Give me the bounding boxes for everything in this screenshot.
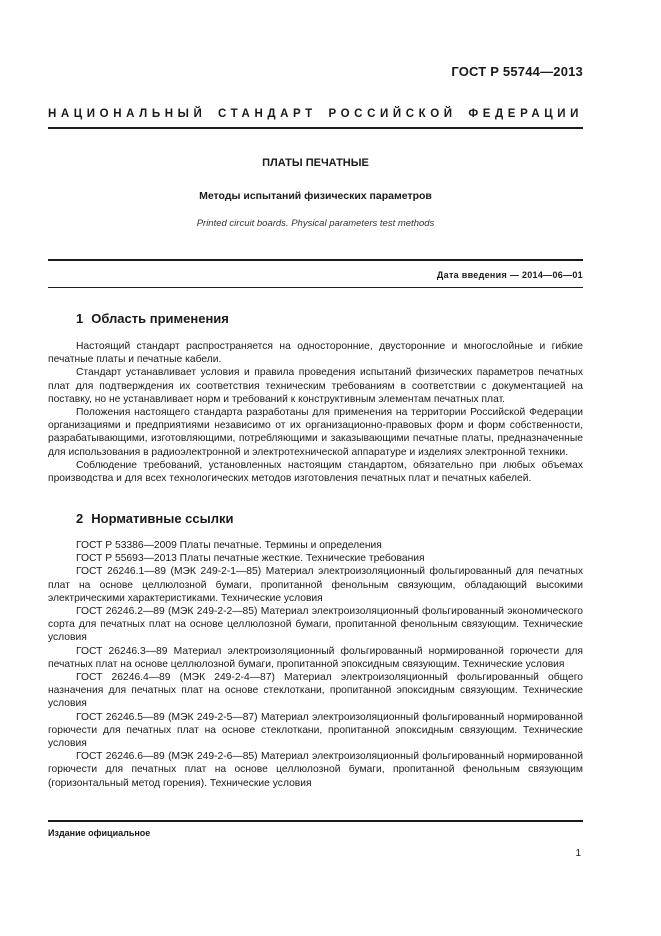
section-number: 2 xyxy=(76,511,84,526)
reference-item: ГОСТ 26246.2—89 (МЭК 249-2-2—85) Материал электроизоляционный фольгированный экономического сорта для печатных плат на основе целлюлозной бумаги, пропитанной фенольным связующим. Технические условия xyxy=(48,606,583,644)
section-2-references xyxy=(48,539,583,790)
paragraph: Соблюдение требований, установленных настоящим стандартом, обязательно при любых объемах производства и для всех технологических методов изготовления печатных плат и печатных кабелей. xyxy=(48,459,583,485)
reference-item: ГОСТ 26246.1—89 (МЭК 249-2-1—85) Материал электроизоляционный фольгированный для печатных плат на основе целлюлозной бумаги, пропитанной фенольным связующим, обладающий высокими электрическими характеристиками. Технические условия xyxy=(48,566,583,604)
section-number: 1 xyxy=(76,311,84,326)
reference-item: ГОСТ 26246.5—89 (МЭК 249-2-5—87) Материал электроизоляционный фольгированный нормированной горючести для печатных плат на основе стеклоткани, пропитанной эпоксидным связующим. Технические условия xyxy=(48,711,583,750)
section-1-heading xyxy=(76,311,229,326)
paragraph: Настоящий стандарт распространяется на односторонние, двусторонние и многослойные и гибкие печатные платы и печатные кабели. xyxy=(48,341,583,366)
title-divider xyxy=(48,259,583,261)
national-standard-banner xyxy=(48,108,583,120)
reference-item: ГОСТ 26246.6—89 (МЭК 249-2-6—85) Материал электроизоляционный фольгированный нормированной горючести для печатных плат на основе целлюлозной бумаги, пропитанной фенольным связующим (горизонтальный метод горения). Технические условия xyxy=(48,751,583,789)
paragraph: Стандарт устанавливает условия и правила проведения испытаний физических параметров печатных плат для подтверждения их соответствия техническим требованиям в соответствии с документацией на поставку, но не устанавливает норм и требований к конструктивным элементам печатных плат. xyxy=(48,367,583,405)
banner-word: НАЦИОНАЛЬНЫЙ xyxy=(48,108,207,120)
section-1-body xyxy=(48,340,583,485)
paragraph: Положения настоящего стандарта разработаны для применения на территории Российской Федерации организациями и предприятиями независимо от их организационно-правовых форм и форм собственности, разрабатывающими, изготовляющими, потребляющими и заказывающими печатные платы, предназначенные для использования в радиоэлектронной и электротехнической аппаратуре и изделиях электронной техники. xyxy=(48,407,583,458)
document-subtitle: Методы испытаний физических параметров xyxy=(199,190,432,202)
reference-item: ГОСТ 26246.4—89 (МЭК 249-2-4—87) Материал электроизоляционный фольгированный общего назначения для печатных плат на основе стеклоткани, пропитанной эпоксидным связующим. Технические условия xyxy=(48,672,583,710)
reference-item: ГОСТ Р 53386—2009 Платы печатные. Термины и определения xyxy=(76,540,382,551)
banner-word: РОССИЙСКОЙ xyxy=(328,108,457,120)
document-title-english: Printed circuit boards. Physical parameters test methods xyxy=(196,218,435,229)
section-title: Область применения xyxy=(91,311,229,326)
section-2-heading xyxy=(76,511,233,526)
banner-word: ФЕДЕРАЦИИ xyxy=(468,108,583,120)
footer-divider xyxy=(48,820,583,822)
reference-item: ГОСТ Р 55693—2013 Платы печатные жесткие. Технические требования xyxy=(76,553,425,565)
reference-item: ГОСТ 26246.3—89 Материал электроизоляционный фольгированный нормированной горючести для печатных плат на основе целлюлозной бумаги, пропитанной эпоксидным связующим. Технические условия xyxy=(48,645,583,670)
document-code: ГОСТ Р 55744—2013 xyxy=(451,64,583,79)
section-title: Нормативные ссылки xyxy=(91,511,234,526)
date-divider xyxy=(48,287,583,288)
introduction-date: Дата введения — 2014—06—01 xyxy=(436,270,583,280)
banner-word: СТАНДАРТ xyxy=(218,108,317,120)
document-title: ПЛАТЫ ПЕЧАТНЫЕ xyxy=(262,157,369,169)
header-divider xyxy=(48,127,583,129)
page-number: 1 xyxy=(575,848,581,859)
official-edition-label: Издание официальное xyxy=(48,828,151,838)
